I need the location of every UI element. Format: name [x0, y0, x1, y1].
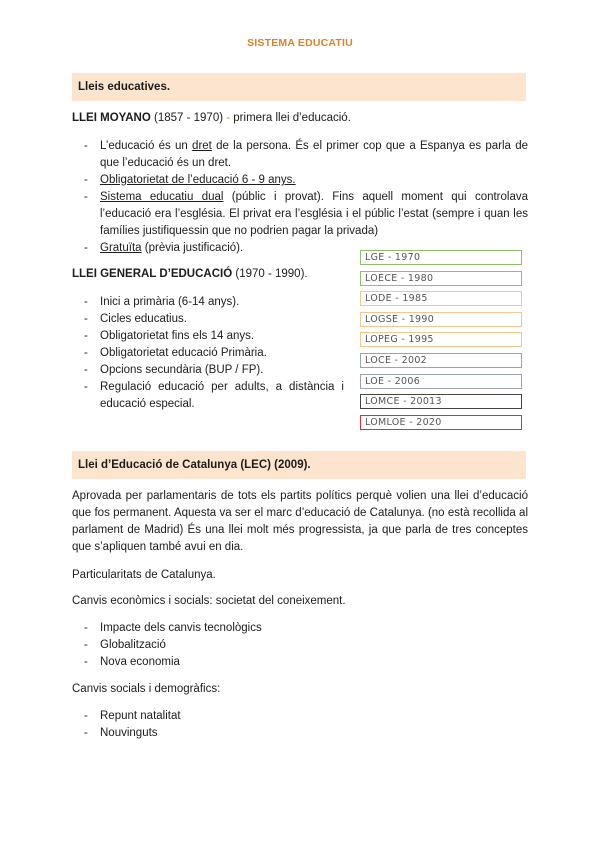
- document-title: SISTEMA EDUCATIU: [247, 37, 353, 49]
- list-item: - Repunt natalitat: [84, 710, 181, 722]
- list-item: - Obligatorietat de l’educació 6 - 9 anys.: [84, 174, 296, 186]
- llei-moyano-heading: [72, 110, 526, 126]
- canvis-economics-text: Canvis econòmics i socials: societat del coneixement.: [72, 595, 346, 607]
- timeline-item-loe: LOE - 2006: [360, 374, 522, 389]
- list-item: - Inici a primària (6-14 anys).: [84, 296, 240, 308]
- list-item: - Opcions secundària (BUP / FP).: [84, 364, 264, 376]
- laws-timeline: [360, 250, 522, 435]
- llei-moyano-list: [72, 138, 528, 257]
- llei-moyano-years: (1857 - 1970): [150, 112, 227, 124]
- canvis-socials-list: [72, 708, 528, 742]
- canvis-economics-list: [72, 620, 528, 671]
- timeline-item-lopeg: LOPEG - 1995: [360, 332, 522, 347]
- timeline-item-loece: LOECE - 1980: [360, 271, 522, 286]
- timeline-item-lomce: LOMCE - 20013: [360, 394, 522, 409]
- list-item: - Cicles educatius.: [84, 313, 187, 325]
- timeline-item-lode: LODE - 1985: [360, 291, 522, 306]
- list-item: - Gratuïta (prèvia justificació).: [84, 242, 244, 254]
- timeline-item-lge: LGE - 1970: [360, 250, 522, 265]
- llei-general-years: (1970 - 1990).: [232, 268, 308, 280]
- list-item: - Regulació educació per adults, a distància i educació especial.: [84, 381, 344, 410]
- llei-moyano-name: LLEI MOYANO: [72, 112, 151, 124]
- list-item: - Impacte dels canvis tecnològics: [84, 622, 262, 634]
- list-item: - Nouvinguts: [84, 727, 158, 739]
- list-item: - L’educació és un dret de la persona. És el primer cop que a Espanya es parla de que l’educació és un dret.: [84, 140, 528, 169]
- timeline-item-logse: LOGSE - 1990: [360, 312, 522, 327]
- section-header-lec: Llei d’Educació de Catalunya (LEC) (2009).: [72, 451, 526, 479]
- llei-general-name: LLEI GENERAL D’EDUCACIÓ: [72, 268, 233, 280]
- timeline-item-lomloe: LOMLOE - 2020: [360, 415, 522, 430]
- particularitats-text: Particularitats de Catalunya.: [72, 569, 216, 581]
- list-item: - Sistema educatiu dual (públic i provat). Fins aquell moment qui controlava l’educació era l’església. El privat era l’església i el públic l’estat (sempre i quan les famílies justifiquessin que no podrien pagar la privada): [84, 191, 528, 237]
- lec-paragraph: Aprovada per parlamentaris de tots els partits polítics perquè volien una llei d’educació que fos permanent. Aquesta va ser el marc d’educació de Catalunya. (no està recollida al parlament de Madrid) És una llei molt més progressista, ja que parla de tres conceptes que s’apliquen també avui en dia.: [72, 490, 528, 553]
- llei-moyano-description: primera llei d’educació.: [230, 112, 351, 124]
- list-item: - Globalització: [84, 639, 166, 651]
- list-item: - Nova economia: [84, 656, 180, 668]
- llei-moyano-dash: -: [226, 112, 231, 124]
- llei-general-heading: [72, 266, 352, 282]
- canvis-socials-text: Canvis socials i demogràfics:: [72, 683, 221, 695]
- list-item: - Obligatorietat educació Primària.: [84, 347, 267, 359]
- list-item: - Obligatorietat fins els 14 anys.: [84, 330, 255, 342]
- llei-general-list: [72, 294, 344, 413]
- section-header-lleis-educatives: Lleis educatives.: [72, 73, 526, 101]
- timeline-item-loce: LOCE - 2002: [360, 353, 522, 368]
